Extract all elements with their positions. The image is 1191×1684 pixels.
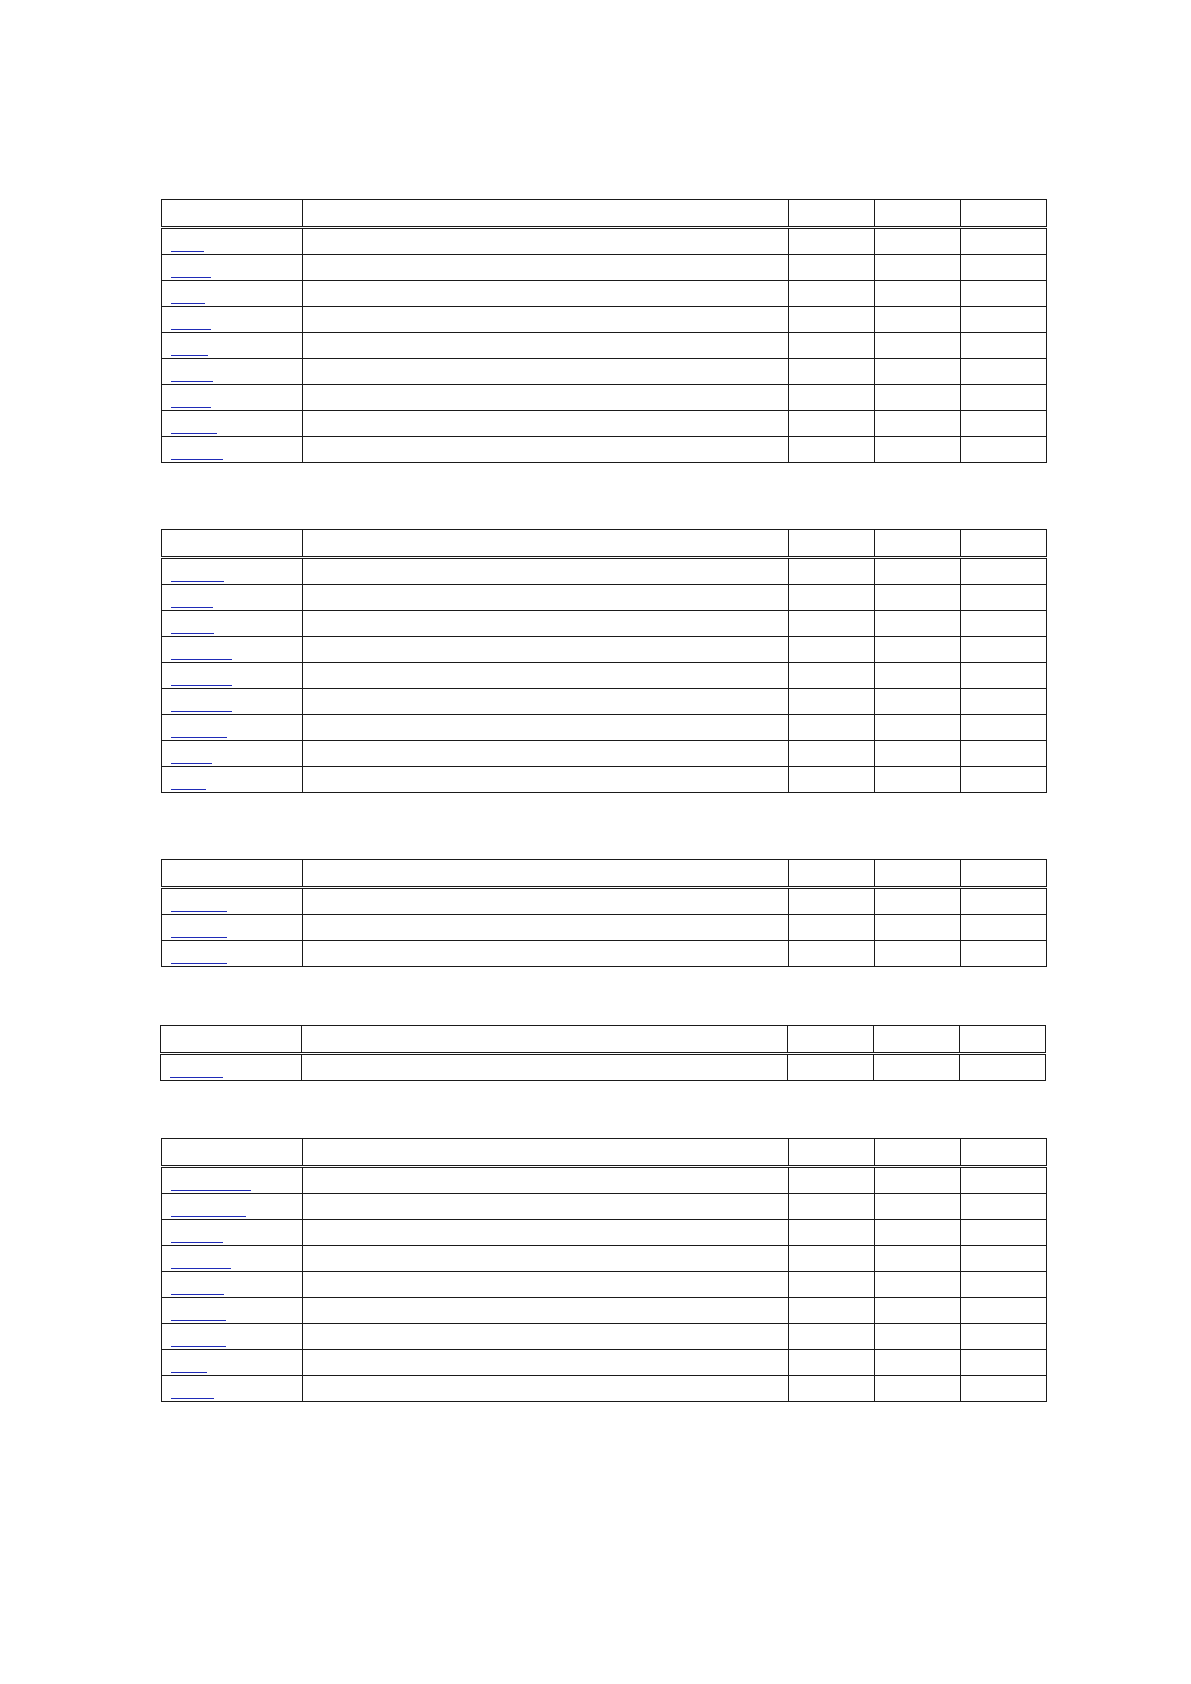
- table-cell: [789, 915, 875, 941]
- table-cell: [961, 1272, 1047, 1298]
- table-cell: [875, 941, 961, 967]
- table-row: [162, 689, 1047, 715]
- table-row: [162, 1350, 1047, 1376]
- link-cell: [161, 1054, 302, 1081]
- table-cell: [789, 228, 875, 255]
- header-cell: [961, 860, 1047, 888]
- header-cell: [789, 200, 875, 228]
- table-row: [162, 333, 1047, 359]
- table-cell: [789, 1272, 875, 1298]
- header-cell: [875, 1139, 961, 1167]
- table-row: [162, 411, 1047, 437]
- link-cell: [162, 228, 303, 255]
- link-cell: [162, 1376, 303, 1402]
- table-cell: [961, 1376, 1047, 1402]
- table-row: [162, 1220, 1047, 1246]
- table-cell: [875, 411, 961, 437]
- table-cell: [875, 1220, 961, 1246]
- table-cell: [961, 1324, 1047, 1350]
- table-row: [162, 637, 1047, 663]
- table-cell: [303, 1272, 789, 1298]
- row-link[interactable]: [171, 762, 212, 764]
- table-cell: [789, 941, 875, 967]
- link-cell: [162, 281, 303, 307]
- header-cell: [960, 1026, 1046, 1054]
- table-cell: [303, 1298, 789, 1324]
- table-row: [162, 359, 1047, 385]
- row-link[interactable]: [171, 1267, 231, 1269]
- table-cell: [875, 1298, 961, 1324]
- table-cell: [961, 1298, 1047, 1324]
- table-cell: [874, 1054, 960, 1081]
- table-cell: [303, 1167, 789, 1194]
- link-cell: [162, 637, 303, 663]
- table-cell: [789, 359, 875, 385]
- table-cell: [875, 637, 961, 663]
- table-cell: [303, 359, 789, 385]
- table-row: [162, 385, 1047, 411]
- link-cell: [162, 915, 303, 941]
- table-cell: [875, 741, 961, 767]
- header-cell: [789, 860, 875, 888]
- table-cell: [961, 637, 1047, 663]
- table-row: [162, 281, 1047, 307]
- table-row: [162, 255, 1047, 281]
- table-row: [162, 767, 1047, 793]
- row-link[interactable]: [171, 962, 227, 964]
- table-cell: [875, 1272, 961, 1298]
- link-cell: [162, 1350, 303, 1376]
- table-cell: [789, 1167, 875, 1194]
- row-link[interactable]: [171, 1241, 223, 1243]
- link-cell: [162, 888, 303, 915]
- table-cell: [789, 689, 875, 715]
- table-cell: [789, 1298, 875, 1324]
- table-cell: [303, 888, 789, 915]
- table-cell: [789, 715, 875, 741]
- table-cell: [875, 888, 961, 915]
- table-cell: [303, 1220, 789, 1246]
- table-row: [162, 1194, 1047, 1220]
- table-cell: [961, 611, 1047, 637]
- table-cell: [789, 767, 875, 793]
- link-cell: [162, 1194, 303, 1220]
- table-cell: [303, 915, 789, 941]
- link-cell: [162, 1298, 303, 1324]
- table-cell: [875, 715, 961, 741]
- table-cell: [875, 1376, 961, 1402]
- table-cell: [961, 333, 1047, 359]
- table-cell: [789, 307, 875, 333]
- row-link[interactable]: [171, 1371, 207, 1373]
- row-link[interactable]: [170, 1076, 223, 1078]
- table-cell: [961, 228, 1047, 255]
- table-cell: [961, 558, 1047, 585]
- table-cell: [961, 915, 1047, 941]
- link-cell: [162, 385, 303, 411]
- link-cell: [162, 1246, 303, 1272]
- table-cell: [303, 385, 789, 411]
- header-cell: [162, 1139, 303, 1167]
- table-cell: [961, 307, 1047, 333]
- table-cell: [789, 255, 875, 281]
- link-cell: [162, 307, 303, 333]
- header-cell: [961, 200, 1047, 228]
- table-cell: [961, 663, 1047, 689]
- table-cell: [961, 359, 1047, 385]
- row-link[interactable]: [171, 1345, 226, 1347]
- table-cell: [961, 1246, 1047, 1272]
- table-row: [162, 611, 1047, 637]
- table-row: [162, 741, 1047, 767]
- link-cell: [162, 1272, 303, 1298]
- row-link[interactable]: [171, 328, 211, 330]
- table-cell: [875, 1350, 961, 1376]
- table-row: [162, 915, 1047, 941]
- table-row: [162, 1246, 1047, 1272]
- header-cell: [961, 530, 1047, 558]
- table-cell: [303, 333, 789, 359]
- table-row: [162, 437, 1047, 463]
- row-link[interactable]: [171, 788, 206, 790]
- row-link[interactable]: [171, 936, 227, 938]
- table-cell: [961, 741, 1047, 767]
- table-cell: [789, 888, 875, 915]
- header-cell: [161, 1026, 302, 1054]
- table-cell: [875, 1246, 961, 1272]
- table-cell: [875, 385, 961, 411]
- header-cell: [303, 530, 789, 558]
- row-link[interactable]: [171, 1215, 246, 1217]
- table-cell: [303, 663, 789, 689]
- row-link[interactable]: [171, 354, 208, 356]
- table-cell: [303, 715, 789, 741]
- table-cell: [789, 741, 875, 767]
- table-cell: [961, 411, 1047, 437]
- table-2: [161, 529, 1047, 793]
- table-cell: [303, 307, 789, 333]
- row-link[interactable]: [171, 1189, 251, 1191]
- table-header-row: [162, 860, 1047, 888]
- table-row: [162, 307, 1047, 333]
- table-cell: [875, 281, 961, 307]
- table-cell: [961, 255, 1047, 281]
- table-cell: [788, 1054, 874, 1081]
- link-cell: [162, 437, 303, 463]
- table-cell: [875, 307, 961, 333]
- header-cell: [789, 1139, 875, 1167]
- header-cell: [875, 530, 961, 558]
- row-link[interactable]: [171, 580, 224, 582]
- table-cell: [789, 1376, 875, 1402]
- table-cell: [303, 1350, 789, 1376]
- row-link[interactable]: [171, 1319, 226, 1321]
- table-cell: [961, 1194, 1047, 1220]
- row-link[interactable]: [171, 406, 211, 408]
- table-cell: [789, 558, 875, 585]
- table-row: [162, 1272, 1047, 1298]
- header-cell: [302, 1026, 788, 1054]
- header-cell: [788, 1026, 874, 1054]
- table-row: [162, 715, 1047, 741]
- table-cell: [789, 333, 875, 359]
- table-cell: [961, 689, 1047, 715]
- table-header-row: [162, 530, 1047, 558]
- link-cell: [162, 411, 303, 437]
- table-header-row: [161, 1026, 1046, 1054]
- table-cell: [303, 228, 789, 255]
- table-row: [162, 228, 1047, 255]
- table-row: [162, 558, 1047, 585]
- table-cell: [961, 1167, 1047, 1194]
- table-cell: [875, 915, 961, 941]
- header-cell: [162, 200, 303, 228]
- table-cell: [961, 767, 1047, 793]
- table-row: [162, 585, 1047, 611]
- header-cell: [162, 860, 303, 888]
- header-cell: [875, 860, 961, 888]
- link-cell: [162, 715, 303, 741]
- row-link[interactable]: [171, 1397, 214, 1399]
- row-link[interactable]: [171, 736, 227, 738]
- table-5: [161, 1138, 1047, 1402]
- table-cell: [789, 1220, 875, 1246]
- table-row: [162, 1298, 1047, 1324]
- table-cell: [789, 281, 875, 307]
- table-cell: [875, 1167, 961, 1194]
- table-cell: [303, 1324, 789, 1350]
- link-cell: [162, 333, 303, 359]
- row-link[interactable]: [171, 684, 232, 686]
- table-cell: [303, 941, 789, 967]
- table-1: [161, 199, 1047, 463]
- table-cell: [875, 558, 961, 585]
- table-cell: [875, 333, 961, 359]
- row-link[interactable]: [171, 302, 205, 304]
- table-3: [161, 859, 1047, 967]
- link-cell: [162, 663, 303, 689]
- row-link[interactable]: [171, 276, 211, 278]
- table-cell: [875, 1324, 961, 1350]
- table-cell: [303, 585, 789, 611]
- table-row: [162, 941, 1047, 967]
- table-row: [161, 1054, 1046, 1081]
- link-cell: [162, 359, 303, 385]
- link-cell: [162, 558, 303, 585]
- table-header-row: [162, 1139, 1047, 1167]
- link-cell: [162, 1324, 303, 1350]
- row-link[interactable]: [171, 632, 214, 634]
- header-cell: [875, 200, 961, 228]
- link-cell: [162, 611, 303, 637]
- table-cell: [303, 1194, 789, 1220]
- table-cell: [303, 1376, 789, 1402]
- table-row: [162, 663, 1047, 689]
- row-link[interactable]: [171, 1293, 224, 1295]
- table-cell: [875, 585, 961, 611]
- table-cell: [303, 411, 789, 437]
- table-cell: [789, 437, 875, 463]
- row-link[interactable]: [171, 710, 232, 712]
- table-cell: [875, 255, 961, 281]
- table-cell: [960, 1054, 1046, 1081]
- table-cell: [303, 767, 789, 793]
- header-cell: [162, 530, 303, 558]
- header-cell: [303, 200, 789, 228]
- table-cell: [302, 1054, 788, 1081]
- table-4: [160, 1025, 1046, 1081]
- table-cell: [303, 689, 789, 715]
- link-cell: [162, 1220, 303, 1246]
- row-link[interactable]: [171, 432, 217, 434]
- table-cell: [789, 611, 875, 637]
- header-cell: [303, 860, 789, 888]
- table-cell: [961, 585, 1047, 611]
- table-cell: [303, 741, 789, 767]
- link-cell: [162, 941, 303, 967]
- table-cell: [789, 1246, 875, 1272]
- table-row: [162, 888, 1047, 915]
- row-link[interactable]: [171, 380, 213, 382]
- table-cell: [875, 1194, 961, 1220]
- link-cell: [162, 767, 303, 793]
- table-cell: [961, 385, 1047, 411]
- table-cell: [303, 255, 789, 281]
- table-cell: [303, 611, 789, 637]
- row-link[interactable]: [171, 458, 223, 460]
- table-cell: [961, 888, 1047, 915]
- header-cell: [303, 1139, 789, 1167]
- header-cell: [961, 1139, 1047, 1167]
- table-cell: [875, 437, 961, 463]
- table-row: [162, 1324, 1047, 1350]
- table-cell: [961, 715, 1047, 741]
- table-cell: [875, 767, 961, 793]
- link-cell: [162, 255, 303, 281]
- table-cell: [789, 663, 875, 689]
- table-cell: [303, 637, 789, 663]
- table-cell: [303, 558, 789, 585]
- table-cell: [961, 1220, 1047, 1246]
- table-cell: [875, 663, 961, 689]
- table-cell: [303, 281, 789, 307]
- link-cell: [162, 741, 303, 767]
- row-link[interactable]: [171, 250, 204, 252]
- header-cell: [874, 1026, 960, 1054]
- link-cell: [162, 585, 303, 611]
- table-cell: [303, 1246, 789, 1272]
- table-row: [162, 1376, 1047, 1402]
- row-link[interactable]: [171, 606, 213, 608]
- table-cell: [789, 1350, 875, 1376]
- table-cell: [961, 1350, 1047, 1376]
- table-cell: [789, 585, 875, 611]
- table-cell: [789, 385, 875, 411]
- row-link[interactable]: [171, 658, 232, 660]
- table-cell: [789, 637, 875, 663]
- header-cell: [789, 530, 875, 558]
- table-cell: [961, 281, 1047, 307]
- table-cell: [961, 437, 1047, 463]
- table-cell: [875, 359, 961, 385]
- table-row: [162, 1167, 1047, 1194]
- table-header-row: [162, 200, 1047, 228]
- link-cell: [162, 1167, 303, 1194]
- row-link[interactable]: [171, 910, 227, 912]
- table-cell: [789, 1324, 875, 1350]
- table-cell: [875, 611, 961, 637]
- table-cell: [961, 941, 1047, 967]
- table-cell: [303, 437, 789, 463]
- link-cell: [162, 689, 303, 715]
- table-cell: [875, 228, 961, 255]
- table-cell: [789, 411, 875, 437]
- table-cell: [789, 1194, 875, 1220]
- table-cell: [875, 689, 961, 715]
